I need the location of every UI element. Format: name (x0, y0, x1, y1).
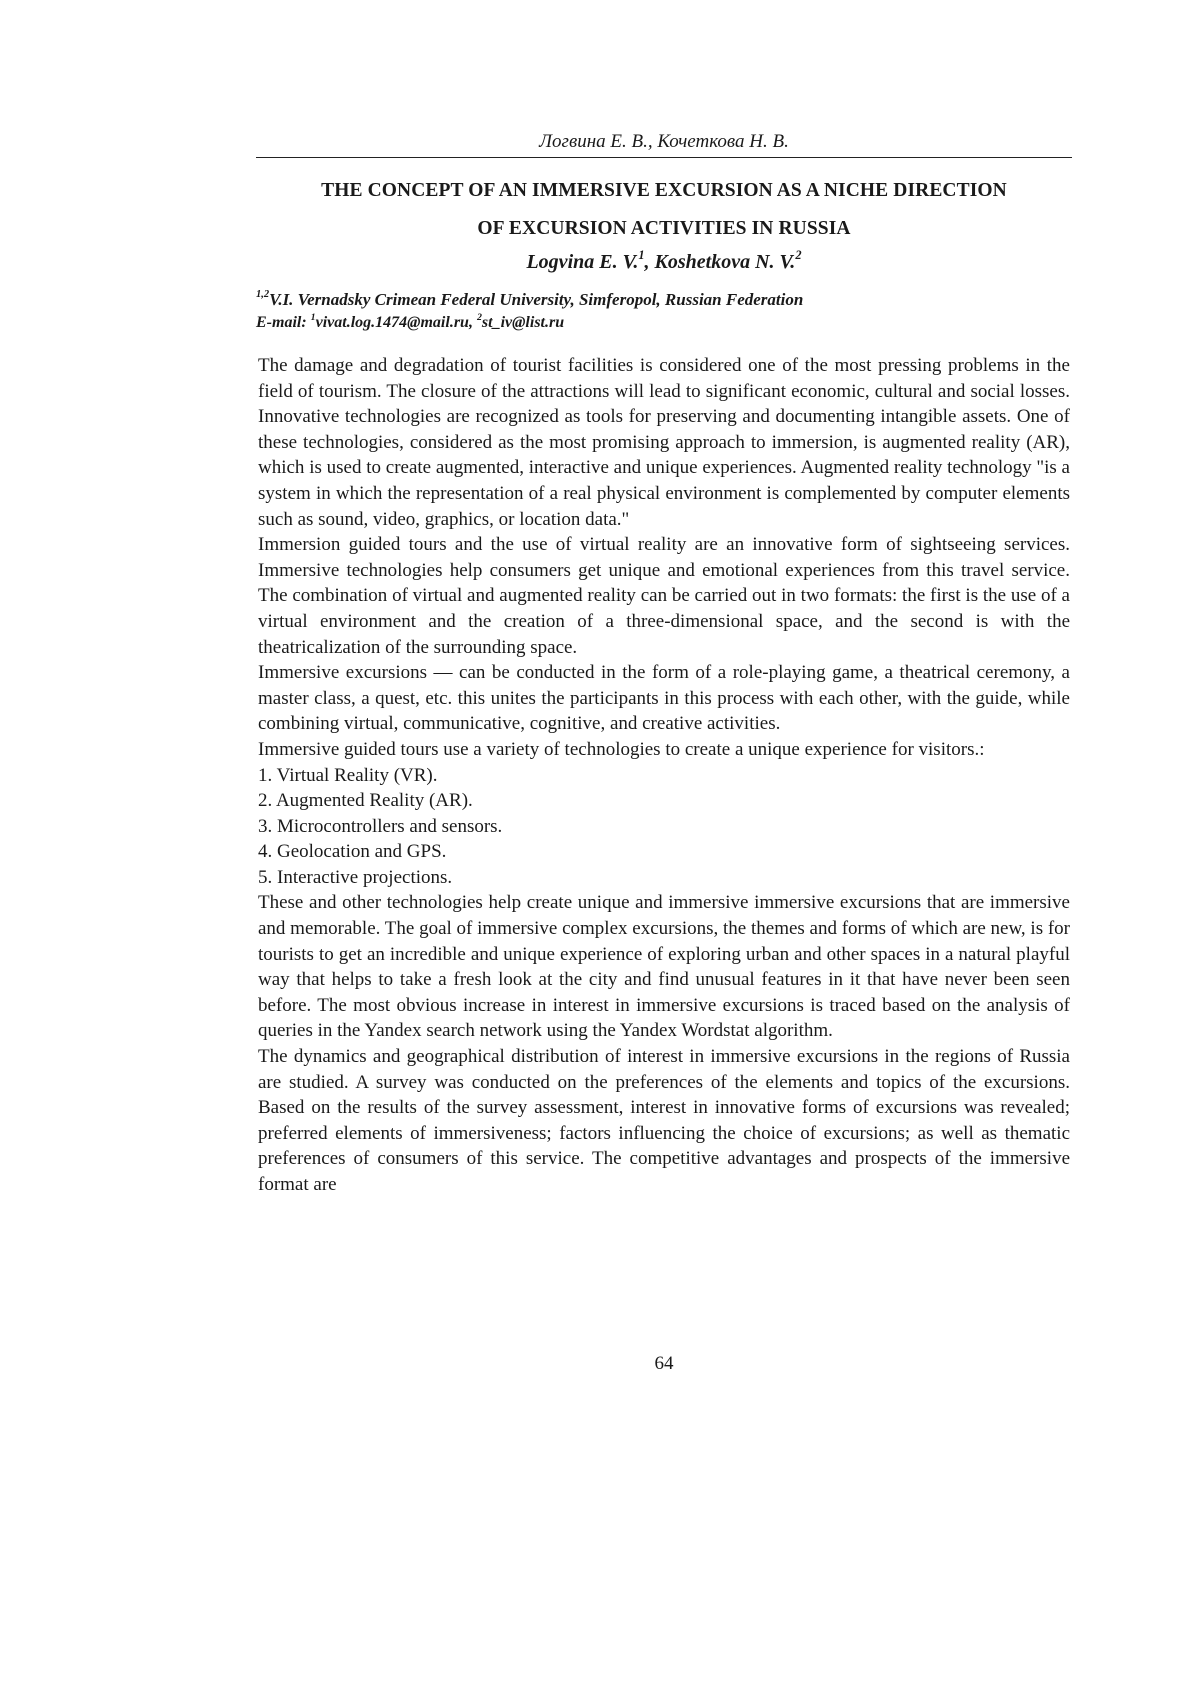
list-item: 1. Virtual Reality (VR). (258, 763, 1070, 789)
affiliation-block (256, 288, 1072, 334)
paper-title (256, 172, 1072, 248)
paragraph: Immersive guided tours use a variety of technologies to create a unique experience for visitors.: (258, 737, 1070, 763)
title-line-2: OF EXCURSION ACTIVITIES IN RUSSIA (256, 210, 1072, 248)
affiliation (256, 288, 1072, 311)
author-separator: , (645, 251, 655, 273)
page (0, 0, 1200, 1697)
email-1[interactable]: vivat.log.1474@mail.ru, (316, 314, 477, 331)
page-number: 64 (256, 1352, 1072, 1376)
email-line (256, 311, 1072, 334)
email-1-mark: 1 (311, 312, 316, 323)
email-label: E-mail: (256, 314, 311, 331)
running-head: Логвина Е. В., Кочеткова Н. В. (256, 130, 1072, 154)
paragraph: These and other technologies help create unique and immersive immersive excursions that are immersive and memorable. The goal of immersive complex excursions, the themes and forms of which are new, is for tourists to get an incredible and unique experience of exploring urban and other spaces in a natural playful way that helps to take a fresh look at the city and find unusual features in it that have never been seen before. The most obvious increase in interest in immersive excursions is traced based on the analysis of queries in the Yandex search network using the Yandex Wordstat algorithm. (258, 890, 1070, 1044)
author-list (256, 249, 1072, 275)
author-2: Koshetkova N. V. (655, 251, 796, 273)
list-item: 4. Geolocation and GPS. (258, 839, 1070, 865)
affiliation-mark: 1,2 (256, 289, 269, 300)
paragraph: The damage and degradation of tourist facilities is considered one of the most pressing problems in the field of tourism. The closure of the attractions will lead to significant economic, cultural and social losses. Innovative technologies are recognized as tools for preserving and documenting intangible assets. One of these technologies, considered as the most promising approach to immersion, is augmented reality (AR), which is used to create augmented, interactive and unique experiences. Augmented reality technology "is a system in which the representation of a real physical environment is complemented by computer elements such as sound, video, graphics, or location data." (258, 353, 1070, 532)
email-2-mark: 2 (477, 312, 482, 323)
email-2[interactable]: st_iv@list.ru (482, 314, 564, 331)
author-1: Logvina E. V. (526, 251, 638, 273)
paragraph: The dynamics and geographical distribution of interest in immersive excursions in the regions of Russia are studied. A survey was conducted on the preferences of the elements and topics of the excursions. Based on the results of the survey assessment, interest in innovative forms of excursions was revealed; preferred elements of immersiveness; factors influencing the choice of excursions; as well as thematic preferences of consumers of this service. The competitive advantages and prospects of the immersive format are (258, 1044, 1070, 1198)
paragraph: Immersion guided tours and the use of virtual reality are an innovative form of sightseeing services. Immersive technologies help consumers get unique and emotional experiences from this travel service. The combination of virtual and augmented reality can be carried out in two formats: the first is the use of a virtual environment and the creation of a three-dimensional space, and the second is with the theatricalization of the surrounding space. (258, 532, 1070, 660)
affiliation-text: V.I. Vernadsky Crimean Federal University, Simferopol, Russian Federation (269, 290, 803, 309)
list-item: 5. Interactive projections. (258, 865, 1070, 891)
title-line-1: THE CONCEPT OF AN IMMERSIVE EXCURSION AS A NICHE DIRECTION (256, 172, 1072, 210)
list-item: 3. Microcontrollers and sensors. (258, 814, 1070, 840)
author-2-affil-mark: 2 (795, 248, 801, 262)
list-item: 2. Augmented Reality (AR). (258, 788, 1070, 814)
header-rule (256, 157, 1072, 158)
body-text (258, 353, 1070, 1198)
paragraph: Immersive excursions — can be conducted in the form of a role-playing game, a theatrical ceremony, a master class, a quest, etc. this unites the participants in this process with each other, with the guide, while combining virtual, communicative, cognitive, and creative activities. (258, 660, 1070, 737)
author-1-affil-mark: 1 (638, 248, 644, 262)
